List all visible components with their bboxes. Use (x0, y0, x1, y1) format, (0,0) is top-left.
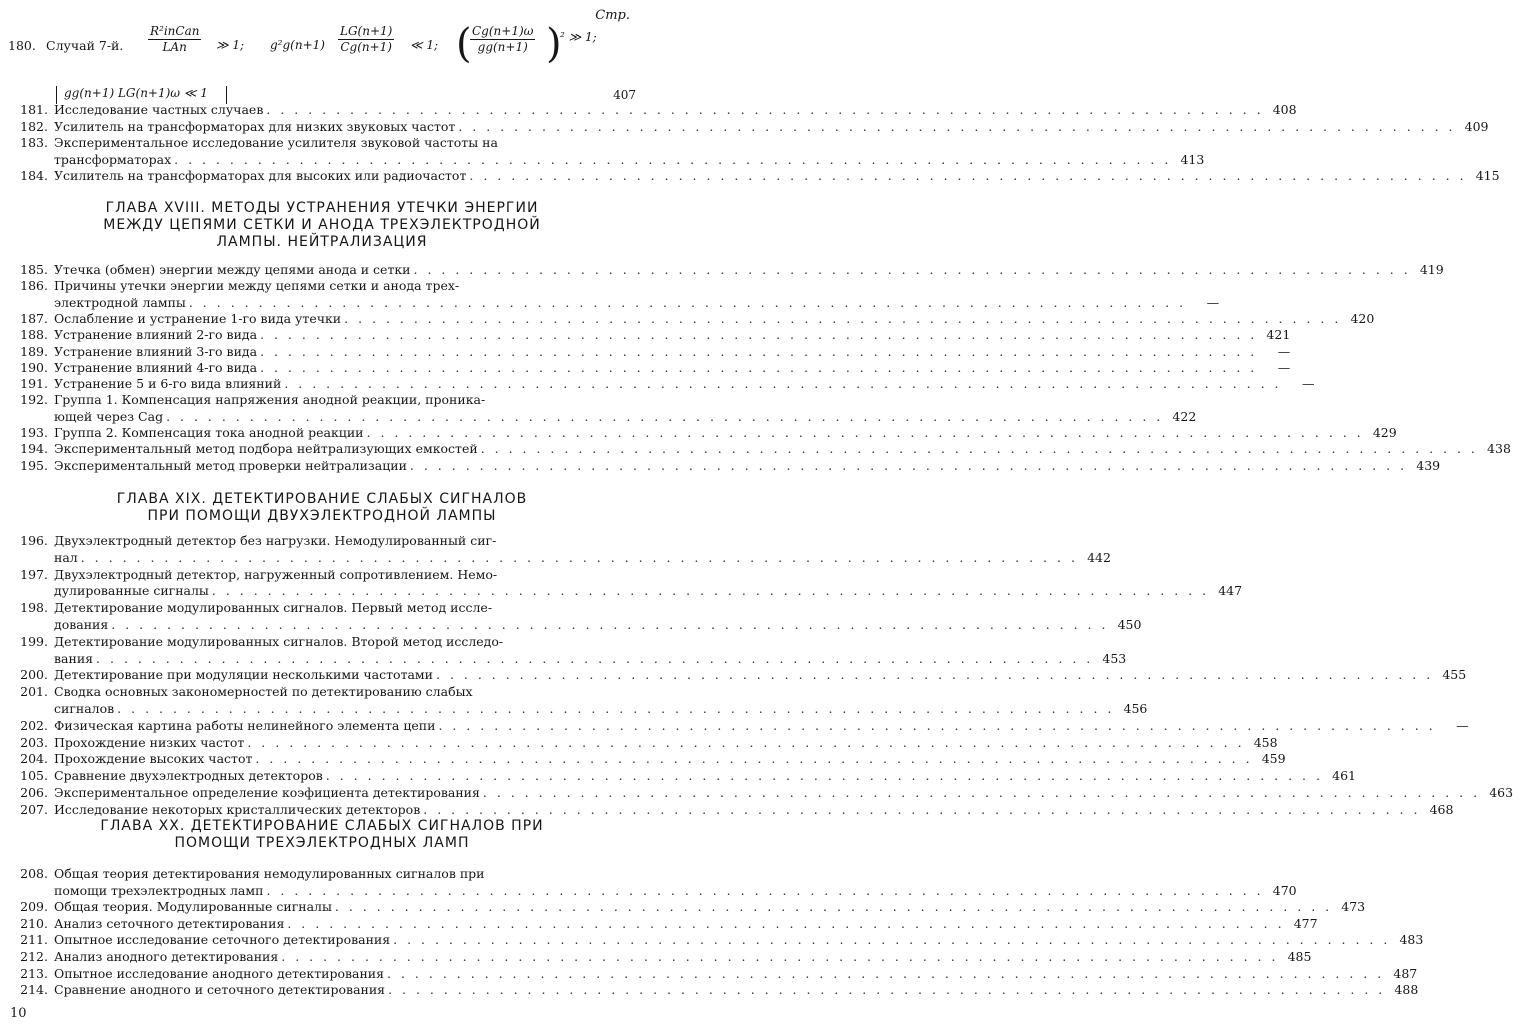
entry-page: — (1206, 294, 1220, 310)
entry-number: 192. (20, 392, 48, 408)
dot-leader (171, 152, 1174, 167)
relation-2: ≪ 1; (410, 38, 439, 52)
relation-3: ² ≫ 1; (560, 30, 597, 44)
dot-leader (433, 667, 1436, 682)
entry-number: 184. (20, 168, 48, 184)
entry-page: — (1456, 717, 1469, 733)
toc-entry (8, 151, 1205, 167)
entry-page: — (1302, 376, 1315, 392)
dot-leader (364, 425, 1367, 440)
chapter-20-line-1: ГЛАВА XX. ДЕТЕКТИРОВАНИЕ СЛАБЫХ СИГНАЛОВ ПРИ (100, 818, 544, 834)
entry-number: 181. (20, 102, 48, 117)
entry-number: 198. (20, 600, 48, 616)
dot-leader (284, 916, 1287, 931)
entry-title: Детектирование при модуляции несколькими частотами (54, 667, 433, 683)
toc-entry (8, 294, 1220, 310)
dot-leader (163, 409, 1166, 424)
toc-entry (8, 600, 636, 615)
dot-leader (385, 982, 1388, 997)
entry-title: Устранение влияний 4-го вида (54, 359, 258, 375)
entry-number: 203. (20, 734, 48, 750)
entry-title: нал (54, 549, 78, 565)
toc-entry (8, 376, 1315, 392)
page-column-label: Стр. (595, 8, 630, 23)
entry-number: 202. (20, 717, 48, 733)
toc-entry (8, 949, 1312, 964)
entry-page: 415 (1475, 168, 1500, 184)
toc-entry (8, 343, 1291, 359)
entry-title: Исследование частных случаев (54, 102, 264, 117)
dot-leader (257, 327, 1260, 342)
fraction-3 (470, 24, 535, 55)
entry-page: 408 (1272, 102, 1297, 117)
entry-number: 190. (20, 359, 48, 375)
entry-number: 207. (20, 801, 48, 817)
chapter-19-line-1: ГЛАВА XIX. ДЕТЕКТИРОВАНИЕ СЛАБЫХ СИГНАЛОВ (116, 491, 528, 507)
formula-line-2: gg(n+1) LG(n+1)ω ≪ 1 (64, 86, 208, 100)
entry-number: 199. (20, 633, 48, 649)
chapter-18-heading (20, 200, 624, 251)
entry-page: 461 (1332, 768, 1356, 784)
dot-leader (257, 344, 1260, 359)
entry-title: Физическая картина работы нелинейного элемента цепи (54, 717, 436, 733)
fraction-1 (148, 24, 201, 55)
dot-leader (420, 802, 1423, 817)
entry-page: 458 (1253, 734, 1278, 750)
toc-entry (8, 583, 1243, 599)
entry-page: — (1277, 359, 1291, 375)
entry-number: 183. (20, 135, 48, 151)
toc-entry (8, 441, 1511, 457)
entry-number: 189. (20, 343, 48, 359)
entry-page: 453 (1102, 650, 1127, 666)
dot-leader (390, 932, 1393, 947)
entry-title: Сравнение двухэлектродных детекторов (54, 768, 323, 784)
toc-entry (8, 915, 1318, 931)
entry-page: 485 (1287, 949, 1312, 964)
entry-title: Группа 2. Компенсация тока анодной реакции (54, 425, 364, 440)
entry-title: Экспериментальное определение коэфициента детектирования (54, 785, 480, 800)
toc-entry (8, 650, 1127, 666)
entry-page: 407 (613, 88, 636, 102)
entry-page: 442 (1087, 549, 1111, 565)
entry-page: 421 (1266, 327, 1291, 343)
toc-entry (8, 965, 1418, 981)
entry-title: Анализ сеточного детектирования (54, 915, 285, 931)
toc-entry (8, 717, 1469, 733)
entry-number: 212. (20, 949, 48, 964)
entry-number: 204. (20, 751, 48, 767)
entry-title: электродной лампы (54, 294, 186, 310)
toc-entry (8, 734, 1278, 750)
chapter-20-line-2: ПОМОЩИ ТРЕХЭЛЕКТРОДНЫХ ЛАМП (174, 835, 470, 851)
entry-number: 187. (20, 310, 48, 326)
toc-entry (8, 102, 1297, 117)
dot-leader (384, 966, 1387, 981)
dot-leader (108, 617, 1111, 632)
entry-number: 185. (20, 262, 48, 277)
fraction-3-denominator: gg(n+1) (477, 40, 528, 54)
entry-title: Прохождение низких частот (54, 734, 245, 750)
entry-page: 487 (1393, 965, 1418, 981)
dot-leader (78, 550, 1081, 565)
toc-entry (8, 932, 1424, 948)
entry-page: 439 (1416, 457, 1441, 473)
entry-title: Причины утечки энергии между цепями сетки и анода трех- (54, 278, 460, 294)
toc-entry (8, 899, 1366, 915)
dot-leader (186, 295, 1189, 310)
entry-page: 447 (1218, 583, 1243, 599)
toc-entry (8, 327, 1291, 343)
toc-entry (8, 408, 1197, 424)
chapter-19-line-2: ПРИ ПОМОЩИ ДВУХЭЛЕКТРОДНОЙ ЛАМПЫ (147, 508, 497, 524)
chapter-20-heading (20, 818, 624, 852)
entry-number: 197. (20, 566, 48, 582)
entry-number: 186. (20, 278, 48, 294)
entry-title: Прохождение высоких частот (54, 751, 253, 767)
entry-page: 463 (1489, 785, 1513, 800)
toc-entry (8, 118, 1489, 134)
entry-page: 456 (1123, 701, 1148, 716)
entry-page: 409 (1464, 118, 1489, 134)
entry-page: 483 (1399, 932, 1424, 948)
entry-number: 210. (20, 915, 48, 931)
dot-leader (263, 102, 1266, 117)
entry-number: 180. (8, 38, 36, 53)
entry-title: Опытное исследование сеточного детектирования (54, 932, 391, 948)
entry-page: 488 (1394, 982, 1419, 998)
entry-page: 455 (1442, 667, 1467, 683)
entry-title: Устранение влияний 2-го вида (54, 327, 258, 343)
toc-entry (8, 801, 1454, 817)
toc-entry (8, 751, 1286, 767)
entry-number: 195. (20, 457, 48, 473)
entry-page: 473 (1341, 899, 1366, 915)
entry-title: Утечка (обмен) энергии между цепями анода и сетки (54, 262, 411, 277)
formula-entry-180 (8, 21, 636, 102)
entry-title: Сводка основных закономерностей по детектированию слабых (54, 684, 473, 700)
entry-title: сигналов (54, 701, 115, 716)
dot-leader (252, 751, 1255, 766)
entry-page: 468 (1429, 801, 1454, 817)
toc-entry (8, 359, 1291, 375)
page-number: 10 (10, 1006, 27, 1021)
entry-title: Усилитель на трансформаторах для высоких или радиочастот (54, 168, 467, 184)
entry-title: Устранение 5 и 6-го вида влияний (54, 376, 282, 392)
toc-entry (8, 617, 1142, 632)
entry-page: 413 (1180, 151, 1205, 167)
g-term: g²g(n+1) (270, 38, 325, 52)
entry-number: 191. (20, 376, 48, 392)
case-label: Случай 7-й. (46, 38, 124, 53)
dot-leader (323, 768, 1326, 783)
dot-leader (411, 262, 1414, 277)
toc-entry (8, 533, 636, 548)
entry-page: 438 (1487, 441, 1511, 457)
fraction-2-numerator: LG(n+1) (340, 24, 393, 38)
entry-page: 429 (1372, 425, 1397, 440)
entry-title: Исследование некоторых кристаллических детекторов (54, 801, 421, 817)
entry-number: 201. (20, 684, 48, 700)
toc-entry (8, 684, 636, 699)
entry-number: 196. (20, 533, 48, 548)
entry-title: Детектирование модулированных сигналов. Первый метод иссле- (54, 600, 493, 616)
entry-title: трансформаторах (54, 151, 172, 167)
entry-title: вания (54, 650, 94, 666)
toc-entry (8, 701, 1148, 716)
entry-title: Общая теория детектирования немодулированных сигналов при (54, 866, 485, 881)
fraction-2-denominator: Cg(n+1) (340, 40, 392, 54)
dot-leader (478, 441, 1481, 456)
entry-page: — (1277, 343, 1291, 359)
entry-title: Опытное исследование анодного детектирования (54, 965, 385, 981)
entry-title: Двухэлектродный детектор, нагруженный сопротивлением. Немо- (54, 566, 498, 582)
entry-number: 206. (20, 785, 48, 800)
toc-entry (8, 168, 1500, 184)
entry-number: 193. (20, 425, 48, 440)
entry-number: 194. (20, 441, 48, 457)
dot-leader (278, 949, 1281, 964)
fraction-3-numerator: Cg(n+1)ω (472, 24, 534, 38)
entry-number: 214. (20, 982, 48, 998)
fraction-1-denominator: LAn (162, 40, 187, 54)
toc-entry (8, 866, 636, 881)
chapter-18-line-1: ГЛАВА XVIII. МЕТОДЫ УСТРАНЕНИЯ УТЕЧКИ ЭНЕРГИИ (105, 200, 539, 216)
toc-entry (8, 882, 1297, 898)
dot-leader (114, 701, 1117, 716)
entry-number: 208. (20, 866, 48, 881)
entry-page: 450 (1117, 617, 1142, 632)
entry-title: Экспериментальный метод подбора нейтрализующих емкостей (54, 441, 478, 457)
toc-entry (8, 262, 1444, 277)
entry-number: 200. (20, 667, 48, 683)
dot-leader (257, 360, 1260, 375)
entry-title: Сравнение анодного и сеточного детектирования (54, 982, 386, 998)
entry-number: 209. (20, 899, 48, 915)
entry-title: дования (54, 617, 109, 632)
fraction-1-numerator: R²inCan (150, 24, 200, 38)
toc-entry (8, 982, 1419, 998)
entry-number: 105. (20, 768, 48, 784)
toc-entry (8, 634, 636, 649)
entry-page: 477 (1293, 915, 1318, 931)
dot-leader (332, 899, 1335, 914)
dot-leader (281, 376, 1284, 391)
dot-leader (407, 458, 1410, 473)
toc-entry (8, 785, 1513, 800)
dot-leader (466, 168, 1469, 183)
entry-number: 182. (20, 118, 48, 134)
dot-leader (435, 718, 1438, 733)
entry-page: 419 (1419, 262, 1444, 277)
entry-title: Экспериментальный метод проверки нейтрализации (54, 457, 407, 473)
toc-entry (8, 278, 636, 293)
entry-number: 188. (20, 327, 48, 343)
entry-page: 470 (1272, 882, 1297, 898)
entry-page: 420 (1350, 310, 1375, 326)
toc-entry (8, 549, 1111, 565)
entry-title: Анализ анодного детектирования (54, 949, 279, 964)
toc-entry (8, 768, 1356, 784)
dot-leader (455, 119, 1458, 134)
right-paren: ) (546, 21, 562, 67)
entry-number: 213. (20, 965, 48, 981)
entry-title: Экспериментальное исследование усилителя звуковой частоты на (54, 135, 498, 151)
toc-entry (8, 425, 1397, 440)
chapter-19-heading (20, 491, 624, 525)
entry-title: ющей через Cag (54, 408, 164, 424)
entry-page: 422 (1172, 408, 1197, 424)
entry-title: Группа 1. Компенсация напряжения анодной реакции, проника- (54, 392, 486, 408)
dot-leader (244, 735, 1247, 750)
entry-title: Усилитель на трансформаторах для низких звуковых частот (54, 118, 456, 134)
entry-title: Общая теория. Модулированные сигналы (54, 899, 332, 915)
dot-leader (93, 651, 1096, 666)
chapter-18-line-2: МЕЖДУ ЦЕПЯМИ СЕТКИ И АНОДА ТРЕХЭЛЕКТРОДНОЙ (103, 217, 541, 233)
toc-entry (8, 457, 1441, 473)
left-paren: ( (456, 21, 472, 67)
chapter-18-line-3: ЛАМПЫ. НЕЙТРАЛИЗАЦИЯ (216, 234, 428, 250)
entry-title: Двухэлектродный детектор без нагрузки. Немодулированный сиг- (54, 533, 497, 548)
fraction-2 (338, 24, 394, 55)
entry-title: дулированные сигналы (54, 583, 209, 599)
toc-entry (8, 667, 1467, 683)
entry-number: 211. (20, 932, 48, 948)
dot-leader (263, 883, 1266, 898)
dot-leader (480, 785, 1483, 800)
dot-leader (341, 311, 1344, 326)
entry-title: Детектирование модулированных сигналов. Второй метод исследо- (54, 633, 504, 649)
toc-entry (8, 135, 636, 150)
entry-page: 459 (1261, 751, 1286, 767)
toc-entry (8, 392, 636, 407)
relation-1: ≫ 1; (216, 38, 245, 52)
toc-entry (8, 310, 1375, 326)
toc-entry (8, 567, 636, 582)
entry-title: помощи трехэлектродных ламп (54, 882, 264, 898)
entry-title: Ослабление и устранение 1-го вида утечки (54, 310, 342, 326)
entry-title: Устранение влияний 3-го вида (54, 343, 258, 359)
dot-leader (209, 583, 1212, 598)
